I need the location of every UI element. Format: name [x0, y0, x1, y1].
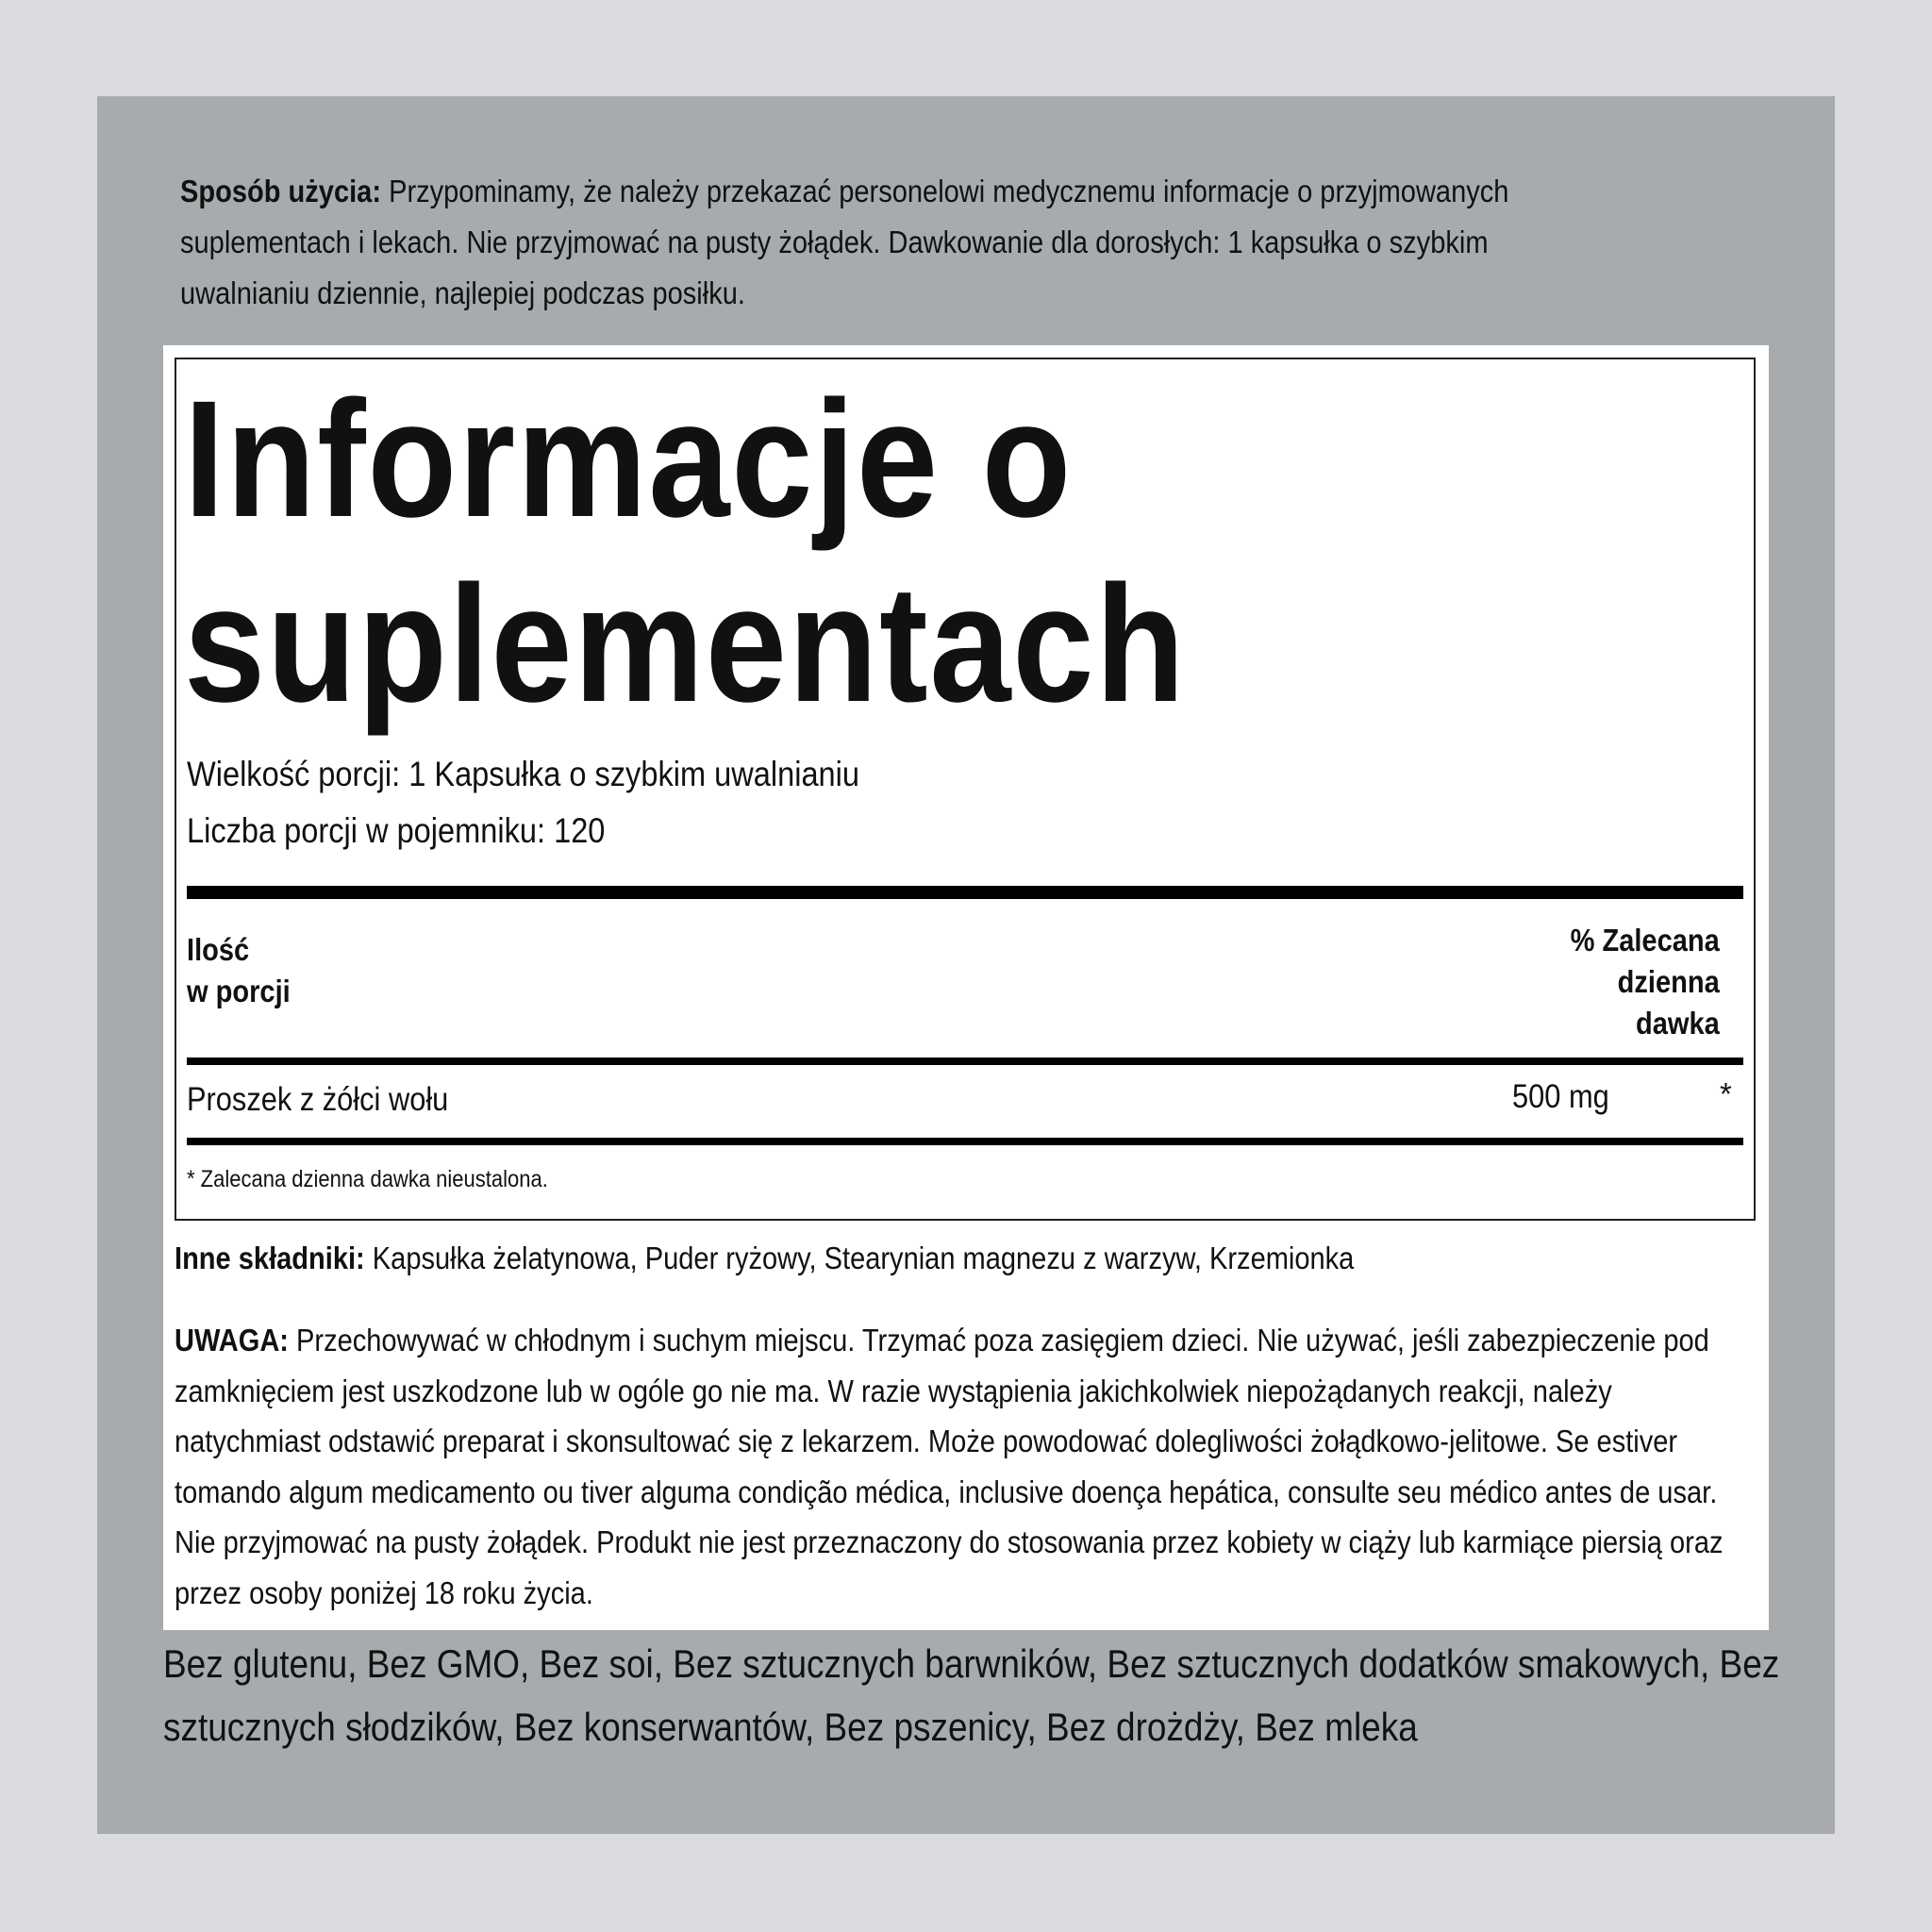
directions-body: Przypominamy, że należy przekazać personelowi medycznemu informacje o przyjmowanych suplementach i lekach. Nie przyjmować na pusty żołądek. Dawkowanie dla dorosłych: 1 kapsułka o szybkim uwalnianiu dziennie, najlepiej podczas posiłku.	[180, 174, 1509, 310]
ingredient-amount: 500 mg	[1512, 1078, 1609, 1115]
dv-header-line2: dzienna	[1617, 964, 1720, 999]
serving-size: Wielkość porcji: 1 Kapsułka o szybkim uwalnianiu	[187, 755, 860, 793]
daily-value-header	[1571, 920, 1720, 1044]
facts-title-line1: Informacje o	[184, 367, 1074, 552]
ingredient-name: Proszek z żółci wołu	[187, 1081, 449, 1118]
dv-header-line1: % Zalecana	[1570, 923, 1720, 958]
label-panel	[97, 96, 1835, 1834]
amount-header-line2: w porcji	[187, 974, 291, 1008]
ingredient-daily-value: *	[1720, 1076, 1732, 1111]
amount-header-line1: Ilość	[187, 932, 250, 967]
facts-title-line2: suplementach	[184, 552, 1187, 737]
free-from-claims: Bez glutenu, Bez GMO, Bez soi, Bez sztucznych barwników, Bez sztucznych dodatków smakowych, Bez sztucznych słodzików, Bez konserwantów, Bez pszenicy, Bez drożdży, Bez mleka	[163, 1641, 1780, 1749]
directions-label: Sposób użycia:	[180, 174, 382, 208]
supplement-facts-box	[175, 358, 1756, 1221]
other-ingredients	[175, 1238, 1354, 1279]
info-card	[163, 345, 1769, 1630]
facts-title	[184, 367, 1595, 737]
warning-label: UWAGA:	[175, 1323, 289, 1357]
servings-per-container: Liczba porcji w pojemniku: 120	[187, 811, 606, 850]
other-ingredients-body: Kapsułka żelatynowa, Puder ryżowy, Stearynian magnezu z warzyw, Krzemionka	[364, 1241, 1355, 1275]
thick-divider	[187, 886, 1743, 899]
warning-text	[175, 1315, 1752, 1619]
bottom-divider	[187, 1138, 1743, 1145]
dv-header-line3: dawka	[1636, 1006, 1720, 1041]
amount-per-serving-header	[187, 929, 291, 1012]
other-ingredients-label: Inne składniki:	[175, 1241, 365, 1275]
warning-body: Przechowywać w chłodnym i suchym miejscu. Trzymać poza zasięgiem dzieci. Nie używać, jeśli zabezpieczenie pod zamknięciem jest uszkodzone lub w ogóle go nie ma. W razie wystąpienia jakichkolwiek niepożądanych reakcji, należy natychmiast odstawić preparat i skonsultować się z lekarzem. Może powodować dolegliwości żołądkowo-jelitowe. Se estiver tomando algum medicamento ou tiver alguma condição médica, inclusive doença hepática, consulte seu médico antes de usar. Nie przyjmować na pusty żołądek. Produkt nie jest przeznaczony do stosowania przez kobiety w ciąży lub karmiące piersią oraz przez osoby poniżej 18 roku życia.	[175, 1323, 1724, 1610]
footnote: * Zalecana dzienna dawka nieustalona.	[187, 1166, 548, 1192]
directions-text	[180, 166, 1624, 319]
medium-divider	[187, 1058, 1743, 1065]
